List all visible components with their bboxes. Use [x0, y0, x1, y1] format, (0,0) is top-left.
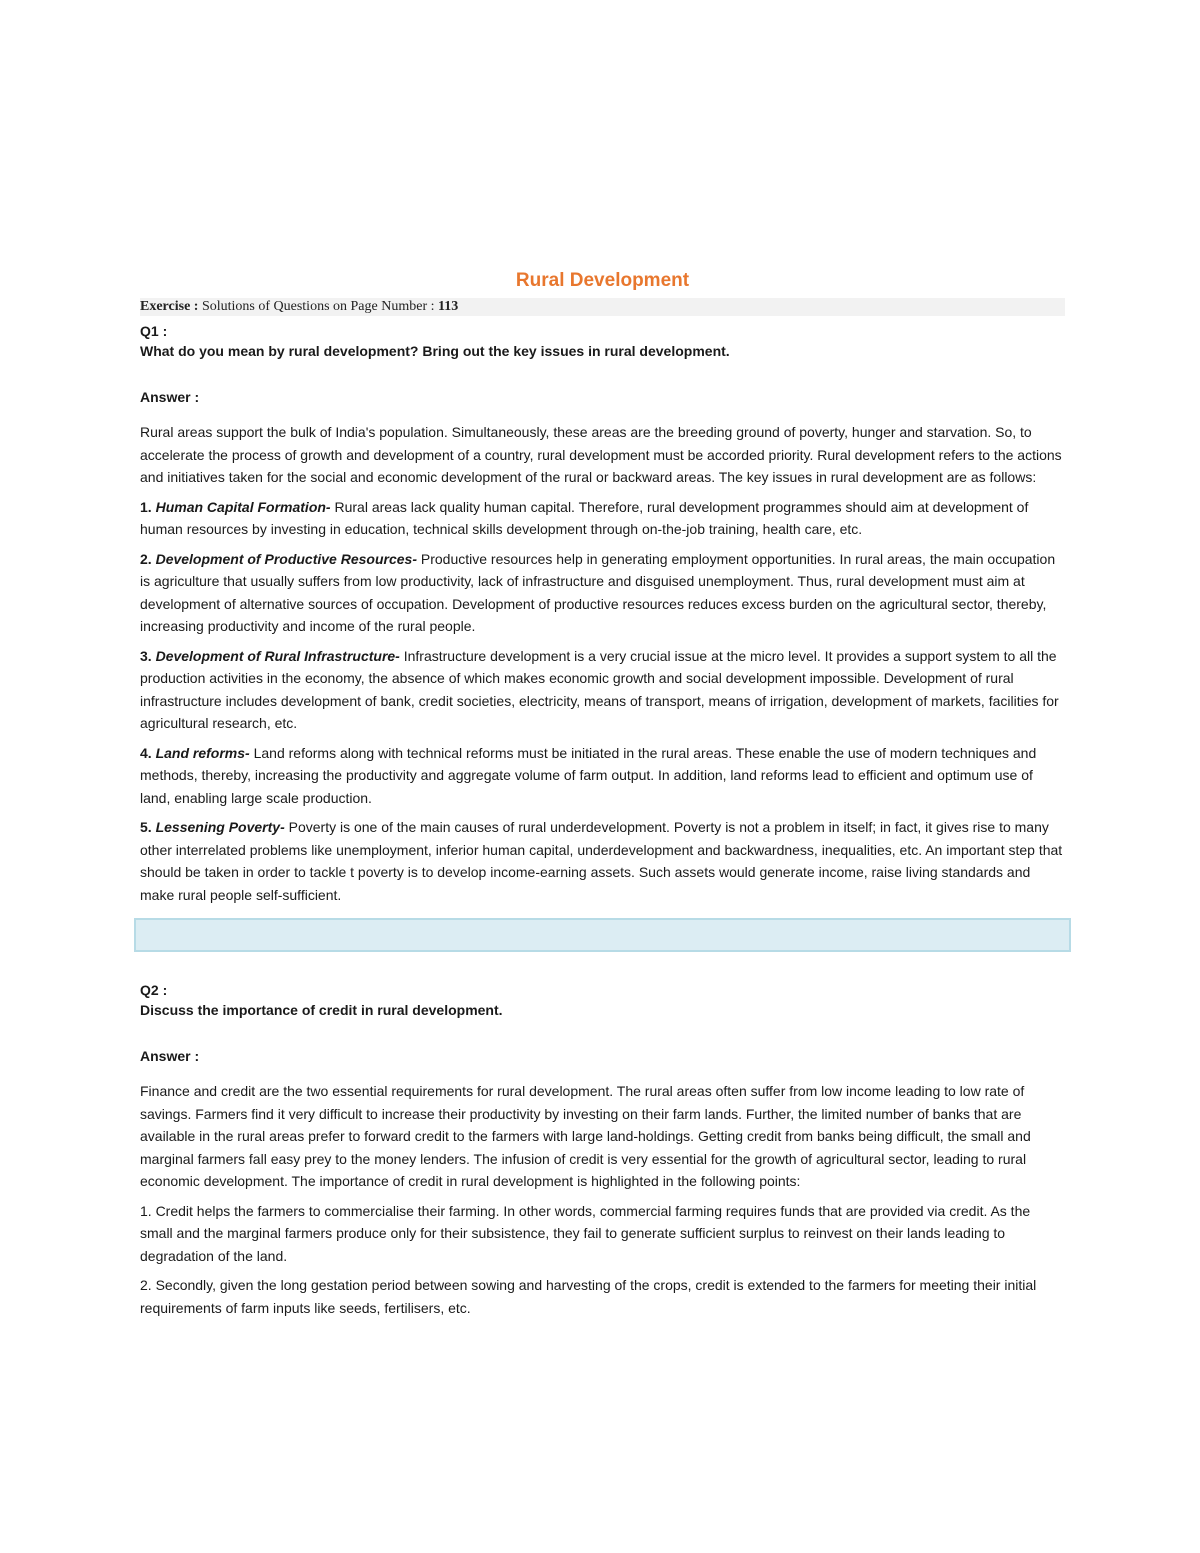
question-block-q1: [140, 321, 1065, 906]
answer-paragraph: Finance and credit are the two essential requirements for rural development. The rural areas often suffer from low income leading to low rate of savings. Farmers find it very difficult to increase their productivity by investing on their farm lands. Further, the limited number of banks that are available in the rural areas prefer to forward credit to the farmers with large land-holdings. Getting credit from banks being difficult, the small and marginal farmers fall easy prey to the money lenders. The infusion of credit is very essential for the growth of agricultural sector, leading to rural economic development. The importance of credit in rural development is highlighted in the following points:: [140, 1083, 1031, 1189]
point-text: Rural areas lack quality human capital. Therefore, rural development programmes should aim at development of human resources by investing in education, technical skills development through on-the-job training, health care, etc.: [140, 498, 1029, 537]
point-number: 2.: [140, 550, 152, 567]
point-text: Productive resources help in generating employment opportunities. In rural areas, the main occupation is agriculture that usually suffers from low productivity, lack of infrastructure and disguised unemployment. Thus, rural development must aim at development of alternative sources of occupation. Development of productive resources reduces excess burden on the agricultural sector, thereby, increasing productivity and income of the rural people.: [140, 550, 1056, 634]
answer-point: [140, 645, 1065, 735]
question-text: What do you mean by rural development? Bring out the key issues in rural development.: [140, 343, 730, 359]
exercise-header: [140, 298, 1065, 316]
question-label: Q2 :: [140, 982, 168, 998]
answer-label: Answer :: [140, 1048, 200, 1064]
answer-paragraph: 1. Credit helps the farmers to commercialise their farming. In other words, commercial farming requires funds that are provided via credit. As the small and the marginal farmers produce only for their subsistence, they fail to generate sufficient surplus to reinvest on their lands leading to degradation of the land.: [140, 1202, 1031, 1264]
answer-point: [140, 742, 1065, 810]
exercise-page-number: 113: [438, 299, 459, 314]
section-divider-box: [134, 918, 1071, 952]
page-title: Rural Development: [515, 270, 690, 291]
point-title: Development of Productive Resources-: [155, 550, 417, 567]
point-number: 4.: [140, 744, 152, 761]
point-title: Development of Rural Infrastructure-: [155, 647, 400, 664]
answer-point: [140, 496, 1065, 541]
point-title: Land reforms-: [155, 744, 250, 761]
point-text: Poverty is one of the main causes of rural underdevelopment. Poverty is not a problem in itself; in fact, it gives rise to many other interrelated problems like unemployment, inferior human capital, underdevelopment and backwardness, inequalities, etc. An important step that should be taken in order to tackle t poverty is to develop income-earning assets. Such assets would generate income, raise living standards and make rural people self-sufficient.: [140, 819, 1063, 903]
point-title: Lessening Poverty-: [155, 819, 285, 835]
point-number: 5.: [140, 819, 152, 835]
question-text: Discuss the importance of credit in rural development.: [140, 1002, 503, 1018]
point-text: Infrastructure development is a very crucial issue at the micro level. It provides a support system to all the production activities in the economy, the absence of which makes economic growth and social development impossible. Development of rural infrastructure includes development of bank, credit societies, electricity, means of transport, means of irrigation, development of markets, facilities for agricultural research, etc.: [140, 647, 1059, 731]
answer-intro: Rural areas support the bulk of India's population. Simultaneously, these areas are the breeding ground of poverty, hunger and starvation. So, to accelerate the process of growth and development of a country, rural development must be accorded priority. Rural development refers to the actions and initiatives taken for the social and economic development of the rural or backward areas. The key issues in rural development are as follows:: [140, 424, 1062, 485]
exercise-label: Exercise :: [140, 299, 199, 314]
answer-point: [140, 816, 1065, 906]
question-block-q2: [140, 980, 1065, 1319]
document-page: [140, 270, 1065, 1326]
point-text: Land reforms along with technical reforms must be initiated in the rural areas. These enable the use of modern techniques and methods, thereby, increasing the productivity and aggregate volume of farm output. In addition, land reforms lead to efficient and optimum use of land, enabling large scale production.: [140, 744, 1037, 806]
point-title: Human Capital Formation-: [155, 498, 331, 515]
answer-paragraph: 2. Secondly, given the long gestation period between sowing and harvesting of the crops, credit is extended to the farmers for meeting their initial requirements of farm inputs like seeds, fertilisers, etc.: [140, 1277, 1037, 1316]
point-number: 1.: [140, 498, 152, 515]
exercise-text: Solutions of Questions on Page Number :: [201, 299, 435, 314]
point-number: 3.: [140, 647, 152, 664]
answer-label: Answer :: [140, 389, 200, 405]
question-label: Q1 :: [140, 323, 168, 339]
answer-point: [140, 548, 1065, 638]
